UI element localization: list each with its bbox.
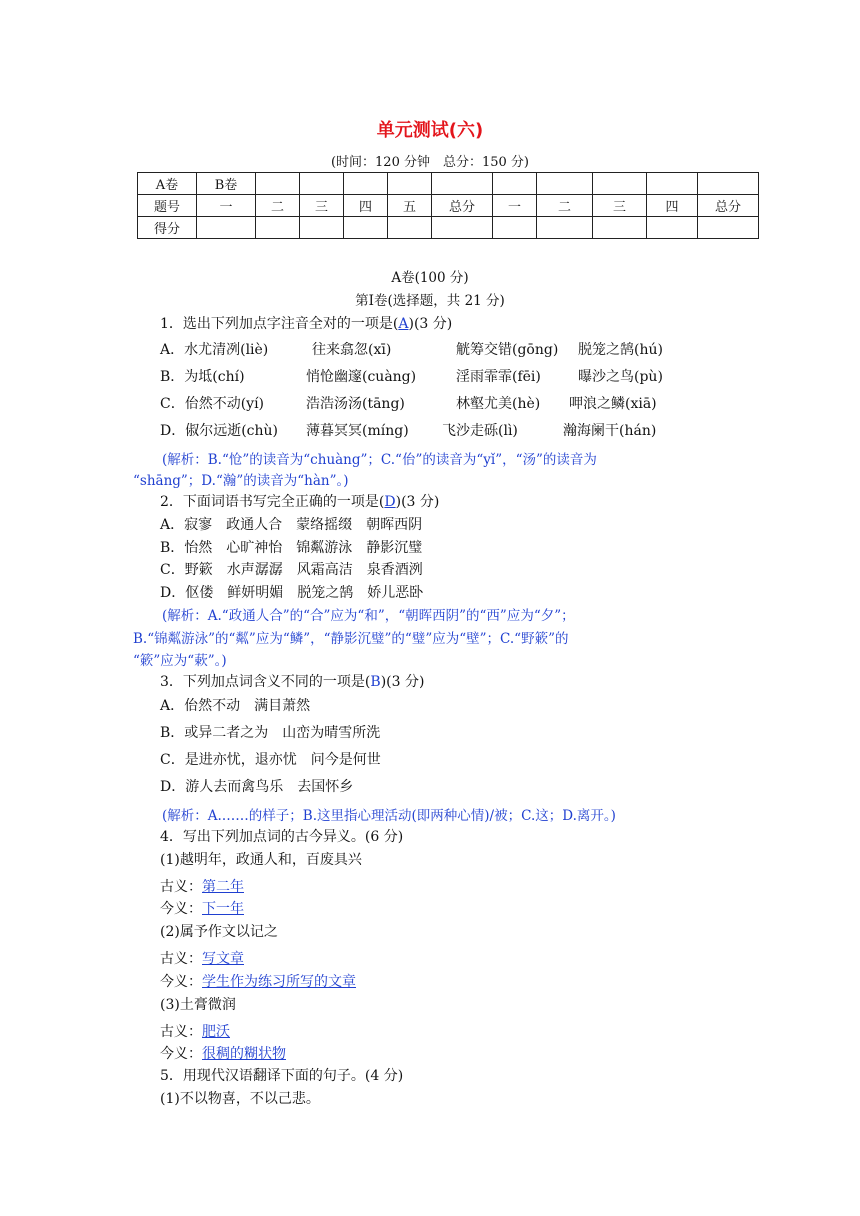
table-cell	[698, 217, 759, 239]
answer-text: 学生作为练习所写的文章	[202, 974, 356, 990]
table-cell: A卷	[138, 173, 197, 195]
option-d: D．游人去而禽鸟乐 去国怀乡	[160, 779, 354, 795]
table-cell: B卷	[197, 173, 256, 195]
option-b: B．怡然 心旷神怡 锦粼游泳 静影沉璧	[160, 540, 423, 556]
option-d-word: 瀚海阑干(hán)	[563, 423, 657, 439]
option-a: A．佁然不动 满目萧然	[160, 698, 311, 714]
label: 古义：	[160, 1024, 202, 1040]
sentence-item: (3)土膏微润	[160, 997, 236, 1013]
answer-text: D	[384, 494, 396, 510]
table-cell	[432, 217, 493, 239]
option-b-word: 曝沙之鸟(pù)	[578, 369, 663, 385]
option-a-word: 觥筹交错(gōng)	[456, 342, 559, 358]
option-b: B．或异二者之为 山峦为晴雪所洗	[160, 725, 381, 741]
question-1: 1．选出下列加点字注音全对的一项是(A)(3 分)	[160, 316, 453, 332]
label: 今义：	[160, 974, 202, 990]
question-stem: 3．下列加点词含义不同的一项是	[160, 674, 365, 690]
table-cell	[197, 217, 256, 239]
option-a-word: 往来翕忽(xī)	[312, 342, 392, 358]
table-cell: 题号	[138, 195, 197, 217]
table-cell	[698, 173, 759, 195]
table-row	[138, 195, 759, 217]
table-cell	[300, 173, 344, 195]
option-d-word: 薄暮冥冥(míng)	[306, 423, 409, 439]
explanation: (解析：B.“怆”的读音为“chuàng”；C.“佁”的读音为“yǐ”，“汤”的读音为	[162, 452, 597, 468]
label: 今义：	[160, 901, 202, 917]
table-cell: 得分	[138, 217, 197, 239]
sentence-item: (2)属予作文以记之	[160, 924, 278, 940]
ancient-meaning	[160, 948, 244, 968]
question-3: 3．下列加点词含义不同的一项是(B)(3 分)	[160, 674, 425, 690]
option-c-word: 呷浪之鳞(xiā)	[569, 396, 657, 412]
table-cell: 五	[388, 195, 432, 217]
question-2: 2．下面词语书写完全正确的一项是(D)(3 分)	[160, 494, 440, 510]
table-cell	[593, 173, 647, 195]
option-c: C．野簌 水声潺潺 风霜高洁 泉香酒洌	[160, 562, 423, 578]
question-points: (3 分)	[413, 316, 453, 332]
option-d: D．伛偻 鲜妍明媚 脱笼之鹄 娇儿恶卧	[160, 585, 424, 601]
answer-text: 很稠的糊状物	[202, 1046, 286, 1062]
table-cell	[388, 173, 432, 195]
option-a-word: 脱笼之鹄(hú)	[578, 342, 663, 358]
question-stem: 2．下面词语书写完全正确的一项是	[160, 494, 379, 510]
label: 古义：	[160, 879, 202, 895]
explanation: (解析：A.“政通人合”的“合”应为“和”，“朝晖西阴”的“西”应为“夕”；	[162, 608, 575, 624]
option-c: C．是进亦忧，退亦忧 问今是何世	[160, 752, 381, 768]
table-cell	[647, 173, 698, 195]
modern-meaning	[160, 898, 244, 918]
sentence-item: (1)不以物喜，不以己悲。	[160, 1091, 320, 1107]
table-cell	[256, 217, 300, 239]
answer-text: A	[398, 316, 409, 332]
exam-info: (时间：120 分钟 总分：150 分)	[330, 155, 530, 170]
table-cell: 一	[493, 195, 537, 217]
option-b-word: 悄怆幽邃(cuàng)	[306, 369, 417, 385]
table-row	[138, 173, 759, 195]
table-cell	[344, 173, 388, 195]
table-cell	[537, 173, 593, 195]
section-a-heading: A卷(100 分)	[391, 270, 469, 286]
table-cell: 四	[344, 195, 388, 217]
question-points: (3 分)	[401, 494, 440, 510]
question-points: (3 分)	[386, 674, 425, 690]
question-stem: 1．选出下列加点字注音全对的一项是	[160, 316, 393, 332]
table-cell: 三	[300, 195, 344, 217]
sentence-item: (1)越明年，政通人和，百废具兴	[160, 852, 362, 868]
answer-text: B	[370, 674, 381, 690]
table-cell	[344, 217, 388, 239]
explanation: (解析：A.……的样子；B.这里指心理活动(即两种心情)/被；C.这；D.离开。)	[162, 808, 616, 824]
question-4: 4．写出下列加点词的古今异义。(6 分)	[160, 829, 404, 845]
table-cell	[388, 217, 432, 239]
table-cell	[432, 173, 493, 195]
part-1-heading: 第Ⅰ卷(选择题，共 21 分)	[355, 293, 505, 309]
option-a: A．水尤清冽(liè)	[160, 342, 269, 358]
ancient-meaning	[160, 876, 244, 896]
table-row	[138, 217, 759, 239]
option-a: A．寂寥 政通人合 蒙络摇缀 朝晖西阴	[160, 517, 423, 533]
score-table	[137, 172, 759, 239]
option-b: B．为坻(chí)	[160, 369, 245, 385]
explanation: “簌”应为“蔌”。)	[133, 653, 227, 669]
table-cell	[537, 217, 593, 239]
table-cell: 总分	[698, 195, 759, 217]
option-d: D．俶尔远逝(chù)	[160, 423, 279, 439]
question-5: 5．用现代汉语翻译下面的句子。(4 分)	[160, 1068, 404, 1084]
table-cell	[493, 173, 537, 195]
option-c: C．佁然不动(yí)	[160, 396, 265, 412]
table-cell: 四	[647, 195, 698, 217]
explanation: B.“锦粼游泳”的“粼”应为“鳞”，“静影沉璧”的“璧”应为“壁”；C.“野簌”的	[133, 631, 569, 647]
table-cell: 一	[197, 195, 256, 217]
table-cell: 三	[593, 195, 647, 217]
option-c-word: 林壑尤美(hè)	[456, 396, 541, 412]
explanation: “shāng”；D.“瀚”的读音为“hàn”。)	[133, 473, 349, 489]
table-cell	[647, 217, 698, 239]
table-cell: 二	[537, 195, 593, 217]
option-c-word: 浩浩汤汤(tāng)	[306, 396, 405, 412]
page-title: 单元测试(六)	[376, 120, 484, 141]
table-cell	[256, 173, 300, 195]
table-cell	[493, 217, 537, 239]
table-cell: 总分	[432, 195, 493, 217]
ancient-meaning	[160, 1021, 230, 1041]
label: 今义：	[160, 1046, 202, 1062]
option-b-word: 淫雨霏霏(fēi)	[456, 369, 541, 385]
label: 古义：	[160, 951, 202, 967]
answer-text: 写文章	[202, 951, 244, 967]
table-cell	[300, 217, 344, 239]
table-cell: 二	[256, 195, 300, 217]
modern-meaning	[160, 971, 356, 991]
table-cell	[593, 217, 647, 239]
modern-meaning	[160, 1043, 286, 1063]
answer-text: 第二年	[202, 879, 244, 895]
answer-text: 下一年	[202, 901, 244, 917]
answer-text: 肥沃	[202, 1024, 230, 1040]
option-d-word: 飞沙走砾(lì)	[442, 423, 518, 439]
